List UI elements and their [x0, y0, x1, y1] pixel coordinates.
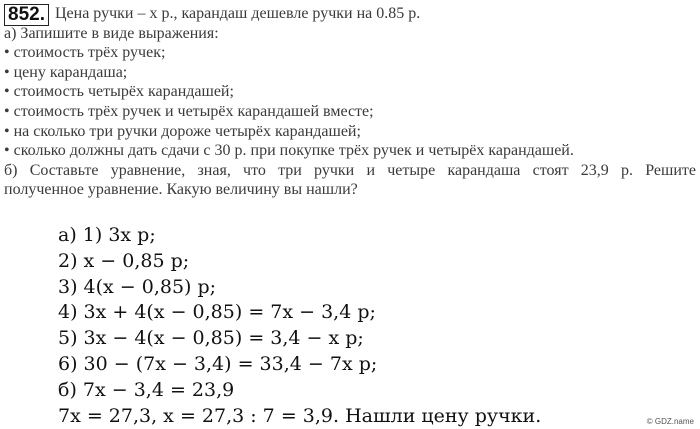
answer-line-b2: 7x = 27,3, x = 27,3 : 7 = 3,9. Нашли цену ручки. [58, 404, 542, 427]
problem-header [4, 4, 696, 24]
solution-block [58, 223, 541, 429]
source-watermark: © GDZ.name [646, 417, 694, 426]
bullet-item: • на сколько три ручки дороже четырёх карандашей; [4, 122, 361, 140]
answer-line-b1: б) 7x − 3,4 = 23,9 [58, 378, 235, 401]
bullet-item: • цену карандаша; [4, 63, 128, 81]
answer-line-a3: 3) 4(x − 0,85) р; [58, 275, 217, 298]
bullet-item: • стоимость трёх ручек и четырёх карандашей вместе; [4, 102, 374, 120]
part-b-text-line-2: полученное уравнение. Какую величину вы нашли? [4, 181, 358, 199]
problem-statement [4, 4, 696, 200]
answer-line-a4: 4) 3x + 4(x − 0,85) = 7x − 3,4 р; [58, 301, 376, 324]
answer-line-a2: 2) x − 0,85 р; [58, 249, 190, 272]
part-b-text-line-1: б) Составьте уравнение, зная, что три ручки и четыре карандаша стоят 23,9 р. Решите [4, 161, 696, 179]
bullet-item: • стоимость четырёх карандашей; [4, 83, 234, 101]
answer-line-a5: 5) 3x − 4(x − 0,85) = 3,4 − x р; [58, 327, 364, 350]
bullet-item: • сколько должны дать сдачи с 30 р. при покупке трёх ручек и четырёх карандашей. [4, 142, 574, 160]
problem-intro: Цена ручки – x р., карандаш дешевле ручки на 0.85 р. [54, 5, 421, 22]
answer-line-a1: а) 1) 3x р; [58, 224, 156, 246]
part-a-heading: а) Запишите в виде выражения: [4, 24, 219, 42]
answer-line-a6: 6) 30 − (7x − 3,4) = 33,4 − 7x р; [58, 352, 378, 375]
bullet-item: • стоимость трёх ручек; [4, 44, 166, 62]
problem-number: 852. [4, 4, 49, 26]
